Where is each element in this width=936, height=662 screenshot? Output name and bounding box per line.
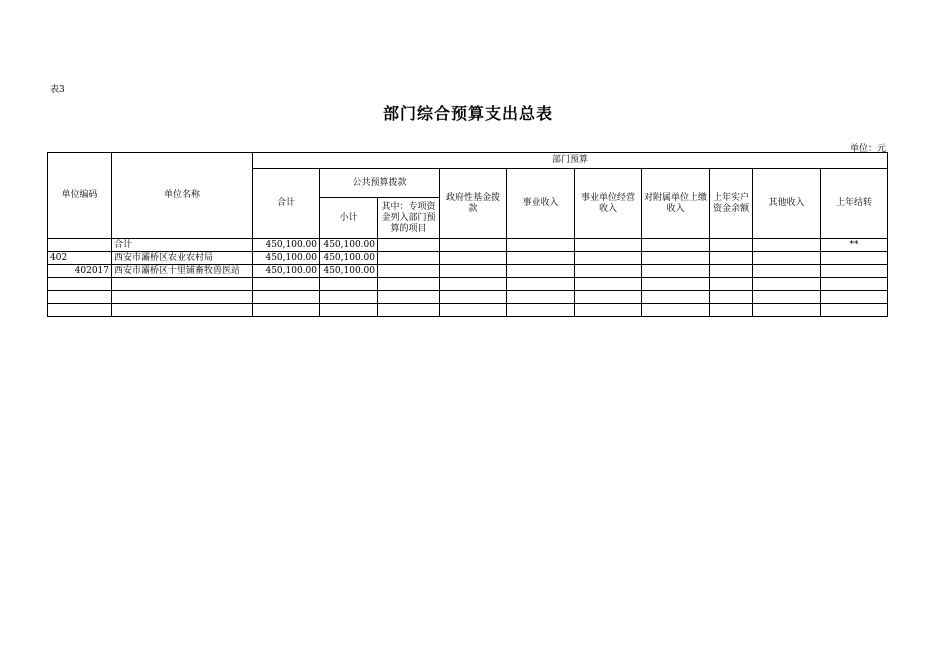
cell-carryover (821, 252, 888, 265)
budget-table (47, 152, 888, 317)
table-row (48, 304, 888, 317)
table-row (48, 265, 888, 278)
header-subtotal: 小计 (320, 198, 378, 239)
header-public-budget: 公共预算拨款 (320, 169, 440, 198)
header-dept-budget: 部门预算 (253, 153, 888, 169)
cell-code (48, 239, 112, 252)
cell-code: 402 (48, 252, 112, 265)
cell-total: 450,100.00 (253, 239, 320, 252)
header-unit-code: 单位编码 (48, 153, 112, 239)
table-row (48, 291, 888, 304)
cell-name: 合计 (112, 239, 253, 252)
header-subordinate-income: 对附属单位上缴收入 (642, 169, 710, 239)
header-career-income: 事业收入 (507, 169, 575, 239)
header-special: 其中：专项资金列入部门预算的项目 (378, 198, 440, 239)
header-business-income: 事业单位经营收入 (575, 169, 642, 239)
header-unit-name: 单位名称 (112, 153, 253, 239)
cell-subtotal: 450,100.00 (320, 265, 378, 278)
cell-total: 450,100.00 (253, 265, 320, 278)
table-row (48, 252, 888, 265)
cell-total: 450,100.00 (253, 252, 320, 265)
cell-carryover (821, 265, 888, 278)
unit-label: 单位：元 (849, 144, 886, 154)
table-row (48, 239, 888, 252)
cell-name: 西安市灞桥区农业农村局 (112, 252, 253, 265)
header-total: 合计 (253, 169, 320, 239)
header-prev-carryover: 上年结转 (821, 169, 888, 239)
page-title: 部门综合预算支出总表 (382, 104, 553, 123)
cell-name: 西安市灞桥区十里铺畜牧兽医站 (112, 265, 253, 278)
header-prev-balance: 上年实户资金余额 (710, 169, 753, 239)
cell-carryover: ** (821, 239, 888, 252)
cell-subtotal: 450,100.00 (320, 239, 378, 252)
header-other-income: 其他收入 (753, 169, 821, 239)
cell-subtotal: 450,100.00 (320, 252, 378, 265)
table-row (48, 278, 888, 291)
header-gov-fund: 政府性基金拨款 (440, 169, 507, 239)
table-number: 表3 (50, 85, 65, 95)
cell-code: 402017 (48, 265, 112, 278)
